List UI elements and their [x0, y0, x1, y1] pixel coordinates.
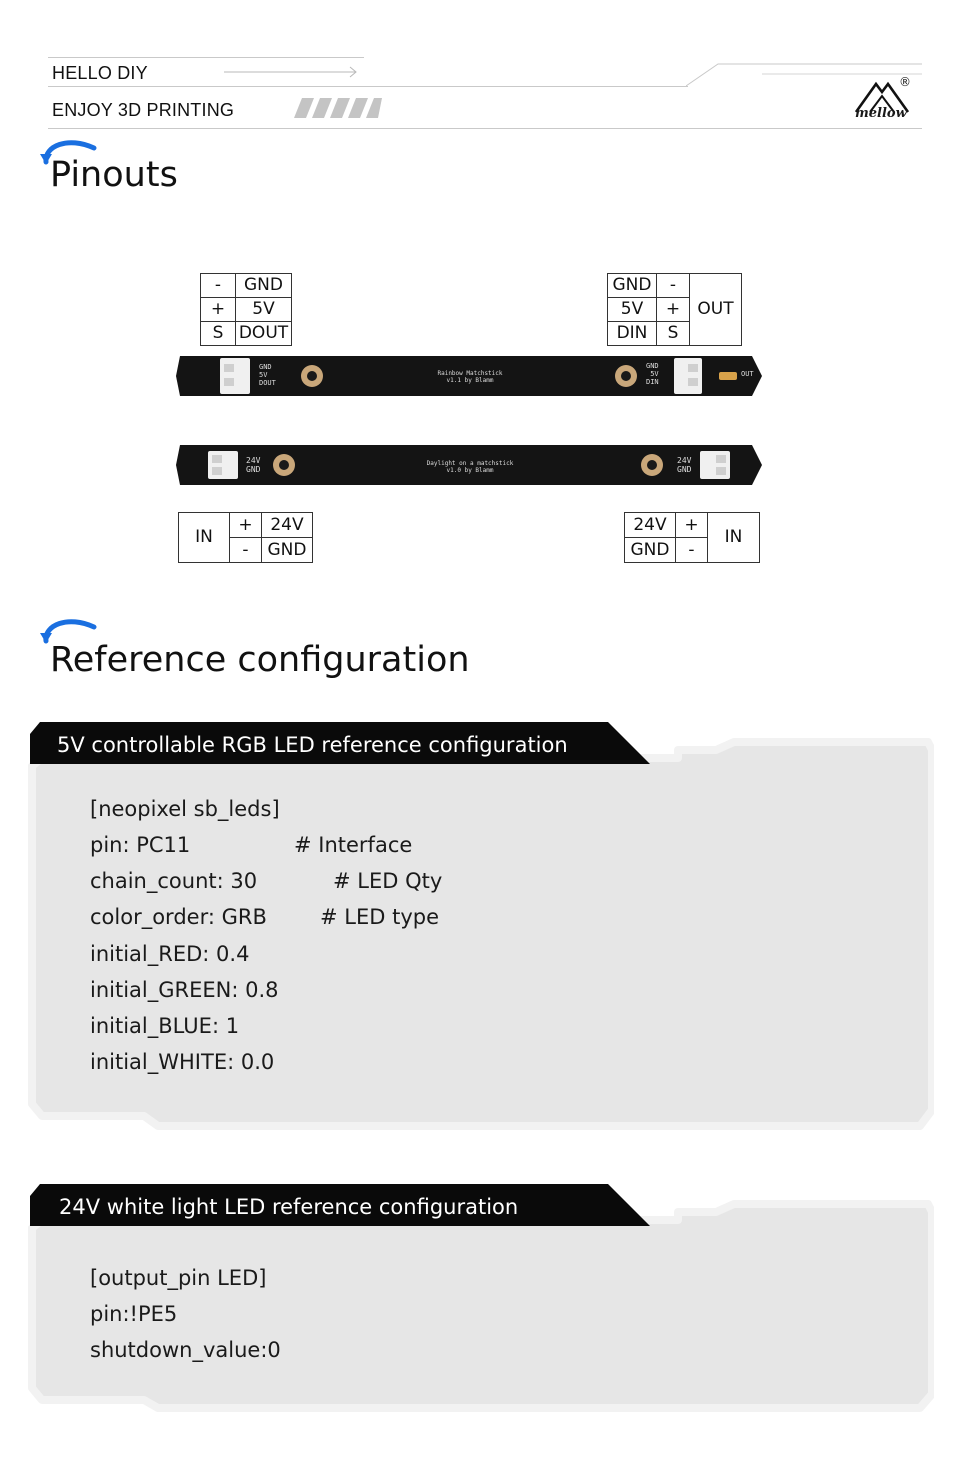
pin-cell: 24V [262, 513, 313, 538]
registered-mark: ® [899, 75, 911, 89]
silk-left [259, 363, 276, 387]
pin-cell: GND [262, 538, 313, 563]
bottom-right-pin-table [624, 512, 760, 563]
config-line: [output_pin LED] [90, 1266, 267, 1290]
silk-text: DIN [646, 378, 659, 386]
silk-center [412, 460, 528, 474]
silk-text: 24V [677, 456, 692, 465]
pinouts-title: Pinouts [50, 155, 178, 195]
config-comment: # LED Qty [333, 869, 443, 893]
config-line: pin:!PE5 [90, 1302, 178, 1326]
pin-cell: 5V [236, 298, 292, 322]
pin-cell: S [201, 322, 236, 346]
silk-text: GND [259, 363, 272, 371]
pin-cell: DIN [608, 322, 657, 346]
hatch-stripes-icon [294, 98, 384, 118]
pin-cell: GND [608, 274, 657, 298]
pin-cell: - [676, 538, 708, 563]
silk-left [246, 456, 260, 474]
config-heading-2: 24V white light LED reference configuration [59, 1195, 519, 1219]
pin-cell: + [230, 513, 262, 538]
pin-cell: GND [625, 538, 676, 563]
pin-cell: + [657, 298, 690, 322]
bottom-left-pin-table [178, 512, 313, 563]
config-comment: # LED type [320, 905, 439, 929]
pin-cell: 5V [608, 298, 657, 322]
pin-cell: - [230, 538, 262, 563]
silk-text: Rainbow Matchstick [437, 370, 503, 377]
silk-out: OUT [741, 370, 754, 378]
logo-wordmark: mellow [855, 106, 907, 121]
connector-jst-left [220, 358, 250, 394]
silk-text: v1.1 by Blamm [446, 377, 494, 384]
pin-cell: - [657, 274, 690, 298]
silk-right [646, 362, 659, 386]
config-line: color_order: GRB [90, 905, 267, 929]
silk-text: 5V [259, 371, 268, 379]
config-line: chain_count: 30 [90, 869, 258, 893]
connector-jst-right [674, 358, 702, 394]
silk-text: GND [246, 465, 261, 474]
silk-text: Daylight on a matchstick [426, 460, 514, 467]
config-line: initial_WHITE: 0.0 [90, 1050, 275, 1074]
config-line: initial_BLUE: 1 [90, 1014, 240, 1038]
config-line: pin: PC11 [90, 833, 191, 857]
header-rule-top [48, 57, 364, 58]
top-left-pin-table [200, 273, 292, 346]
silk-right [677, 456, 691, 474]
silk-text: v1.0 by Blamm [446, 467, 494, 474]
config-line: initial_GREEN: 0.8 [90, 978, 279, 1002]
arrow-right-icon [224, 66, 360, 78]
pin-cell: DOUT [236, 322, 292, 346]
in-label: IN [179, 513, 230, 563]
pin-cell: GND [236, 274, 292, 298]
config-line: initial_RED: 0.4 [90, 942, 250, 966]
silk-text: GND [646, 362, 659, 370]
reference-title: Reference configuration [50, 640, 470, 680]
pin-cell: - [201, 274, 236, 298]
silk-center [420, 370, 520, 384]
top-right-pin-table [607, 273, 742, 346]
led-pad-icon [719, 372, 737, 380]
config-comment: # Interface [294, 833, 413, 857]
header-rule-mid [48, 86, 688, 87]
config-line: [neopixel sb_leds] [90, 797, 280, 821]
silk-text: 5V [650, 370, 659, 378]
silk-text: GND [677, 465, 692, 474]
in-label: IN [708, 513, 760, 563]
config-line: shutdown_value:0 [90, 1338, 281, 1362]
pin-cell: 24V [625, 513, 676, 538]
header-rule-bottom [48, 128, 922, 129]
pin-cell: S [657, 322, 690, 346]
header-hello-diy: HELLO DIY [52, 63, 148, 83]
header-enjoy-3d-printing: ENJOY 3D PRINTING [52, 100, 235, 120]
pin-cell: + [201, 298, 236, 322]
config-heading-1: 5V controllable RGB LED reference configuration [57, 733, 568, 757]
out-label: OUT [690, 274, 742, 346]
pin-cell: + [676, 513, 708, 538]
silk-text: 24V [246, 456, 261, 465]
silk-text: DOUT [259, 379, 276, 387]
